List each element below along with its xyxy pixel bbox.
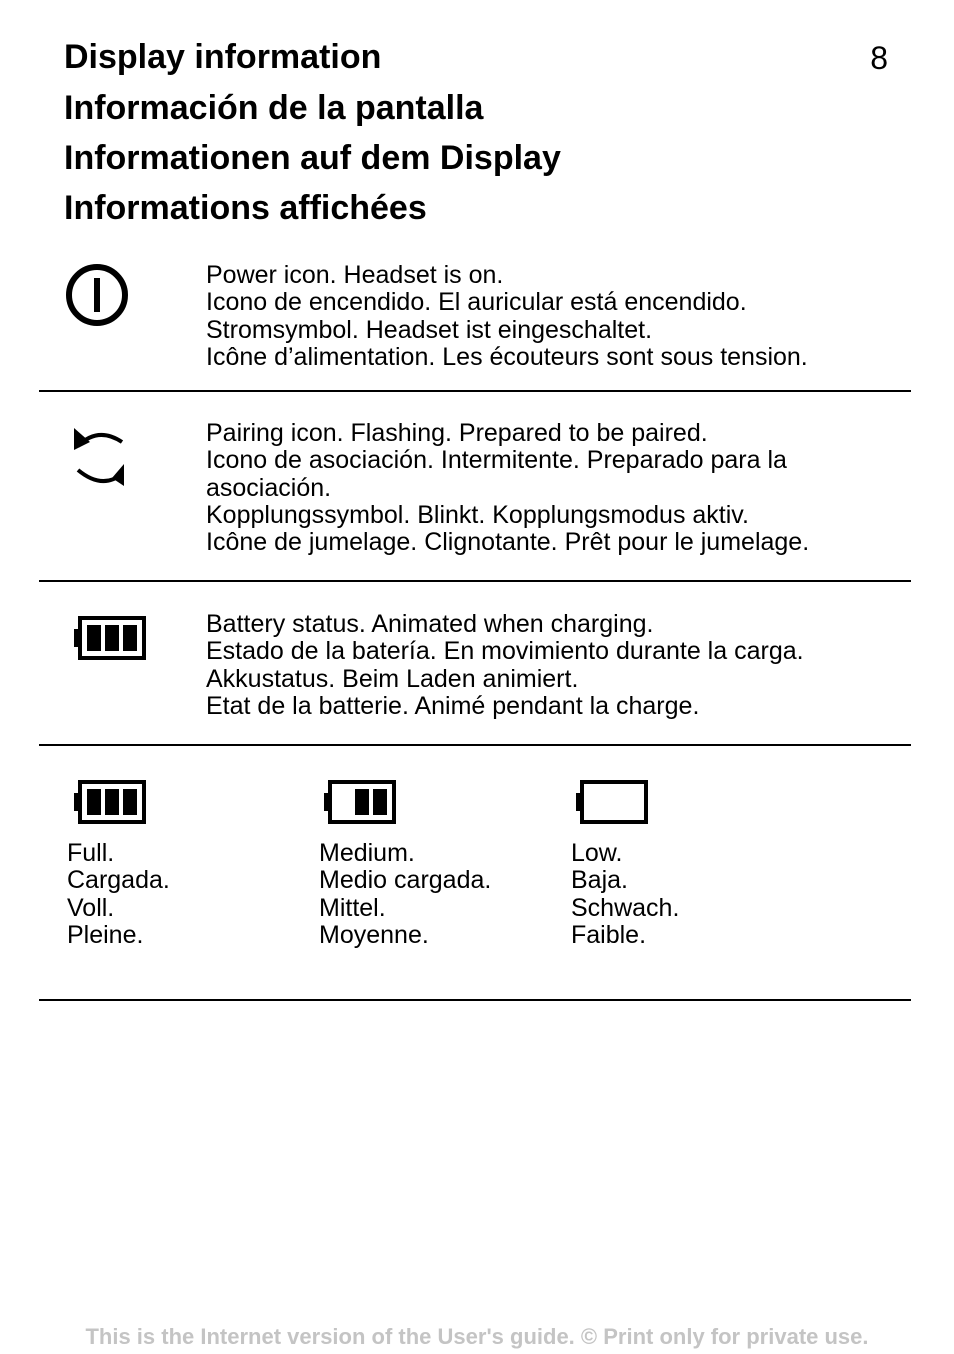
battery-full-icon: [74, 780, 148, 831]
title-english: Display information: [64, 38, 382, 76]
low-line-es: Baja.: [571, 866, 628, 895]
low-line-de: Schwach.: [571, 893, 680, 922]
pairing-line-es: Icono de asociación. Intermitente. Preparado para la asociación.: [206, 446, 787, 502]
page-number: 8: [870, 40, 888, 76]
full-line-en: Full.: [67, 839, 115, 867]
medium-line-es: Medio cargada.: [319, 866, 492, 895]
pairing-line-de: Kopplungssymbol. Blinkt. Kopplungsmodus aktiv.: [206, 500, 749, 529]
power-line-de: Stromsymbol. Headset ist eingeschaltet.: [206, 315, 653, 344]
power-icon: [64, 262, 130, 333]
full-line-es: Cargada.: [67, 866, 170, 895]
title-french: Informations affichées: [64, 189, 427, 227]
battery-low-label: [571, 840, 679, 949]
pairing-line-en: Pairing icon. Flashing. Prepared to be paired.: [206, 419, 708, 447]
pairing-description: [206, 420, 886, 556]
divider: [39, 580, 911, 582]
medium-line-fr: Moyenne.: [319, 920, 429, 949]
divider: [39, 390, 911, 392]
battery-line-en: Battery status. Animated when charging.: [206, 610, 654, 638]
battery-medium-icon: [324, 780, 398, 831]
power-description: [206, 262, 886, 371]
low-line-en: Low.: [571, 839, 623, 867]
footer-note: This is the Internet version of the User's guide. © Print only for private use.: [85, 1324, 869, 1349]
medium-line-en: Medium.: [319, 839, 415, 867]
power-line-en: Power icon. Headset is on.: [206, 261, 504, 289]
power-line-fr: Icône d’alimentation. Les écouteurs sont sous tension.: [206, 342, 808, 371]
battery-line-de: Akkustatus. Beim Laden animiert.: [206, 664, 579, 693]
battery-icon: [74, 616, 148, 667]
full-line-de: Voll.: [67, 893, 115, 922]
battery-full-label: [67, 840, 170, 949]
battery-low-icon: [576, 780, 650, 831]
power-line-es: Icono de encendido. El auricular está encendido.: [206, 288, 747, 317]
battery-description: [206, 611, 886, 720]
low-line-fr: Faible.: [571, 920, 647, 949]
medium-line-de: Mittel.: [319, 893, 386, 922]
title-spanish: Información de la pantalla: [64, 89, 484, 127]
battery-line-es: Estado de la batería. En movimiento durante la carga.: [206, 637, 804, 666]
battery-line-fr: Etat de la batterie. Animé pendant la charge.: [206, 691, 700, 720]
title-german: Informationen auf dem Display: [64, 139, 561, 177]
full-line-fr: Pleine.: [67, 920, 144, 949]
pairing-icon: [72, 424, 128, 495]
divider: [39, 744, 911, 746]
battery-medium-label: [319, 840, 491, 949]
pairing-line-fr: Icône de jumelage. Clignotante. Prêt pour le jumelage.: [206, 528, 810, 557]
divider: [39, 999, 911, 1001]
